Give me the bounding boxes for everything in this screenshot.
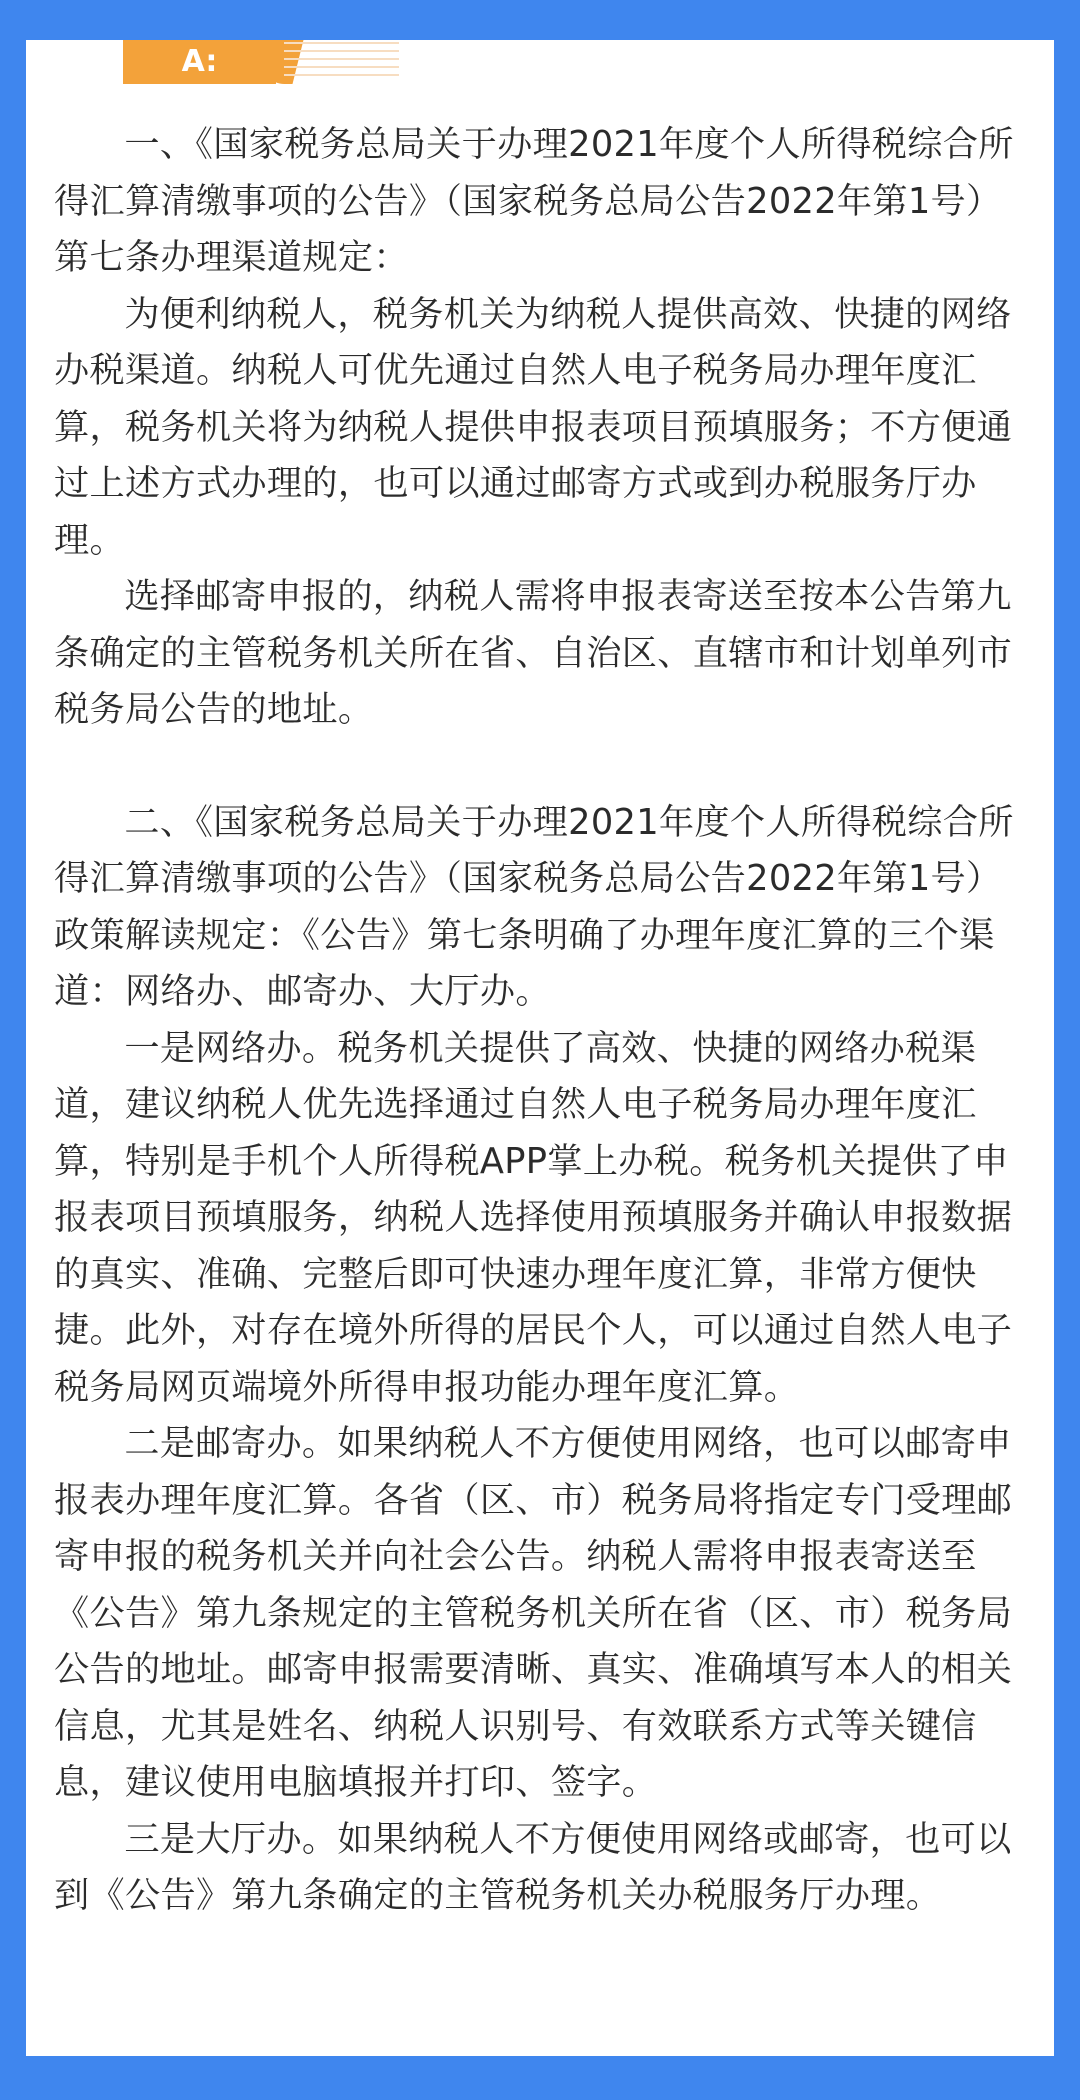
answer-label-text: A: — [181, 44, 218, 79]
section2-paragraph-4: 三是大厅办。如果纳税人不方便使用网络或邮寄，也可以到《公告》第九条确定的主管税务机关办税服务厅办理。 — [54, 1818, 1012, 1916]
section-gap — [54, 739, 1031, 795]
section1-paragraph-3: 选择邮寄申报的，纳税人需将申报表寄送至按本公告第九条确定的主管税务机关所在省、自治区、直辖市和计划单列市税务局公告的地址。 — [54, 576, 1013, 730]
section2-paragraph-1: 二、《国家税务总局关于办理2021年度个人所得税综合所得汇算清缴事项的公告》（国家税务总局公告2022年第1号）政策解读规定：《公告》第七条明确了办理年度汇算的三个渠道：网络办、邮寄办、大厅办。 — [54, 801, 1014, 1012]
section2-paragraph-2: 一是网络办。税务机关提供了高效、快捷的网络办税渠道，建议纳税人优先选择通过自然人电子税务局办理年度汇算，特别是手机个人所得税APP掌上办税。税务机关提供了申报表项目预填服务，纳税人选择使用预填服务并确认申报数据的真实、准确、完整后即可快速办理年度汇算，非常方便快捷。此外，对存在境外所得的居民个人，可以通过自然人电子税务局网页端境外所得申报功能办理年度汇算。 — [54, 1027, 1013, 1408]
section2-paragraph-3: 二是邮寄办。如果纳税人不方便使用网络，也可以邮寄申报表办理年度汇算。各省（区、市）税务局将指定专门受理邮寄申报的税务机关并向社会公告。纳税人需将申报表寄送至《公告》第九条规定的主管税务机关所在省（区、市）税务局公告的地址。邮寄申报需要清晰、真实、准确填写本人的相关信息，尤其是姓名、纳税人识别号、有效联系方式等关键信息，建议使用电脑填报并打印、签字。 — [54, 1423, 1013, 1803]
answer-card — [26, 40, 1054, 2056]
answer-label-tag — [123, 40, 276, 84]
answer-content — [54, 117, 1031, 1925]
label-decoration-lines — [284, 42, 399, 82]
section1-paragraph-1: 一、《国家税务总局关于办理2021年度个人所得税综合所得汇算清缴事项的公告》（国家税务总局公告2022年第1号）第七条办理渠道规定： — [54, 124, 1014, 278]
section1-paragraph-2: 为便利纳税人，税务机关为纳税人提供高效、快捷的网络办税渠道。纳税人可优先通过自然人电子税务局办理年度汇算，税务机关将为纳税人提供申报表项目预填服务；不方便通过上述方式办理的，也可以通过邮寄方式或到办税服务厅办理。 — [54, 293, 1013, 561]
